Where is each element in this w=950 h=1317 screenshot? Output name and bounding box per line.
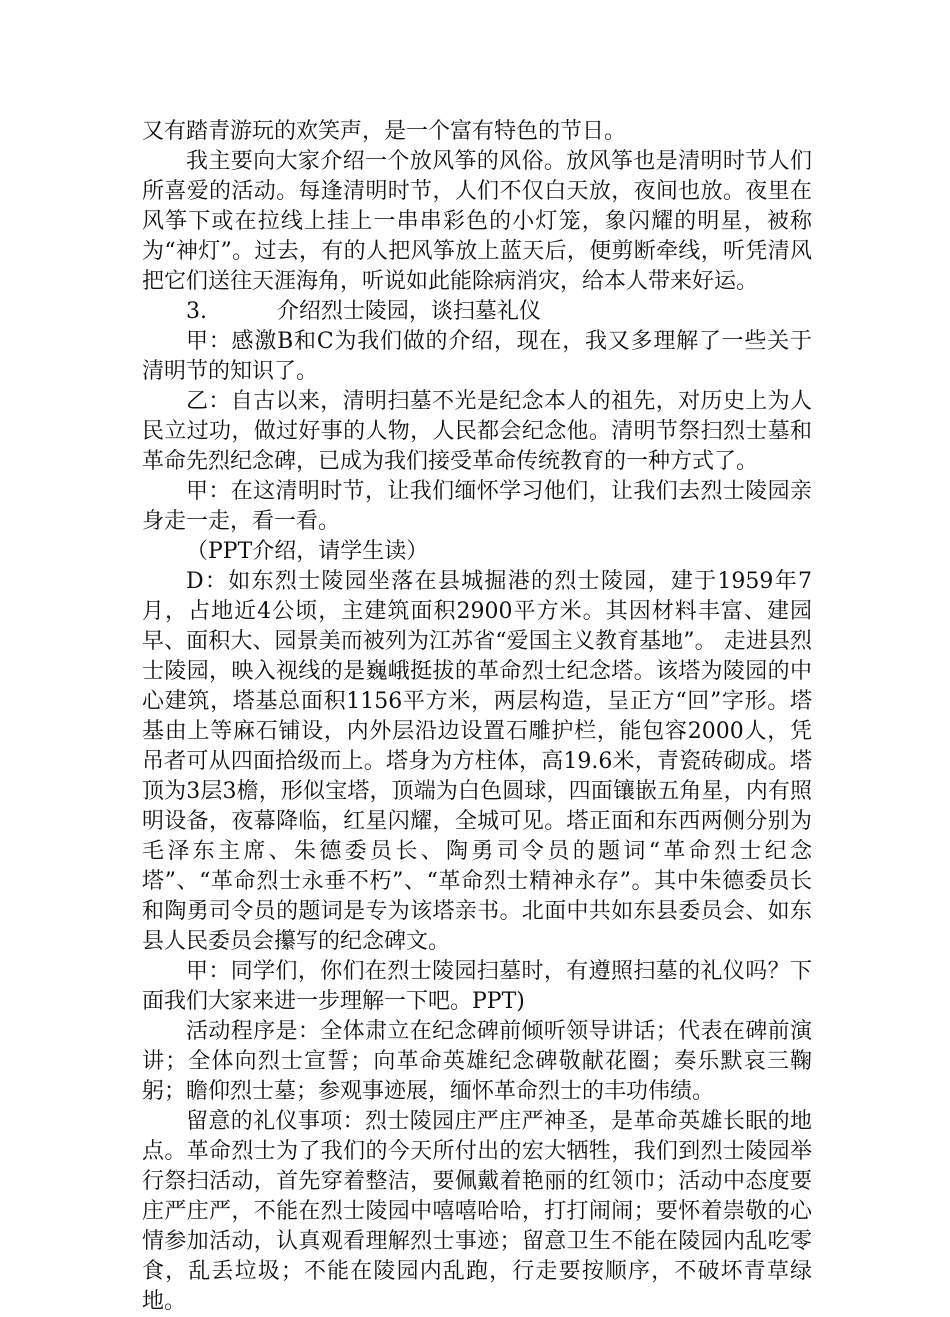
paragraph-festival-ending: 又有踏青游玩的欢笑声，是一个富有特色的节日。 — [142, 119, 627, 144]
paragraph-speaker-jia-thanks: 甲：感激B和C为我们做的介绍，现在，我又多理解了一些关于清明节的知识了。 — [142, 329, 812, 384]
paragraph-speaker-jia-etiquette-question: 甲：同学们，你们在烈士陵园扫墓时，有遵照扫墓的礼仪吗？下面我们大家来进一步理解一下吧。PPT) — [142, 959, 812, 1014]
paragraph-etiquette-notes: 留意的礼仪事项：烈士陵园庄严庄严神圣，是革命英雄长眠的地点。革命烈士为了我们的今天所付出的宏大牺牲，我们到烈士陵园举行祭扫活动，首先穿着整洁，要佩戴着艳丽的红领巾；活动中态度要庄严庄严，不能在烈士陵园中嘻嘻哈哈，打打闹闹；要怀着崇敬的心情参加活动，认真观看理解烈士事迹；留意卫生不能在陵园内乱吃零食，乱丢垃圾；不能在陵园内乱跑，行走要按顺序，不破坏青草绿地。 — [142, 1109, 812, 1314]
paragraph-speaker-jia-visit: 甲：在这清明时节，让我们缅怀学习他们，让我们去烈士陵园亲身走一走，看一看。 — [142, 479, 812, 534]
paragraph-activity-procedure: 活动程序是：全体肃立在纪念碑前倾听领导讲话；代表在碑前演讲；全体向烈士宣誓；向革命英雄纪念碑敬献花圈；奏乐默哀三鞠躬；瞻仰烈士墓；参观事迹展，缅怀革命烈士的丰功伟绩。 — [142, 1019, 812, 1104]
paragraph-kite-custom: 我主要向大家介绍一个放风筝的风俗。放风筝也是清明时节人们所喜爱的活动。每逢清明时节，人们不仅白天放，夜间也放。夜里在风筝下或在拉线上挂上一串串彩色的小灯笼，象闪耀的明星，被称为“神灯”。过去，有的人把风筝放上蓝天后，便剪断牵线，听凭清风把它们送往天涯海角，听说如此能除病消灾，给本人带来好运。 — [142, 149, 812, 294]
document-page — [142, 117, 812, 1317]
section-heading-martyrs-cemetery: 3. 介绍烈士陵园，谈扫墓礼仪 — [186, 299, 541, 324]
paragraph-speaker-d-cemetery-intro: D：如东烈士陵园坐落在县城掘港的烈士陵园，建于1959年7月，占地近4公顷，主建筑面积2900平方米。其因材料丰富、建园早、面积大、园景美而被列为江苏省“爱国主义教育基地”。 走进县烈士陵园，映入视线的是巍峨挺拔的革命烈士纪念塔。该塔为陵园的中心建筑，塔基总面积1156平方米，两层构造，呈正方“回”字形。塔基由上等麻石铺设，内外层沿边设置石雕护栏，能包容2000人，凭吊者可从四面拾级而上。塔身为方柱体，高19.6米，青瓷砖砌成。塔顶为3层3檐，形似宝塔，顶端为白色圆球，四面镶嵌五角星，内有照明设备，夜幕降临，红星闪耀，全城可见。塔正面和东西两侧分别为毛泽东主席、朱德委员长、陶勇司令员的题词“革命烈士纪念塔”、“革命烈士永垂不朽”、“革命烈士精神永存”。其中朱德委员长和陶勇司令员的题词是专为该塔亲书。北面中共如东县委员会、如东县人民委员会攥写的纪念碑文。 — [142, 569, 813, 954]
paragraph-ppt-note: （PPT介绍，请学生读） — [186, 539, 429, 564]
paragraph-speaker-yi-tomb-sweeping: 乙：自古以来，清明扫墓不光是纪念本人的祖先，对历史上为人民立过功，做过好事的人物，人民都会纪念他。清明节祭扫烈士墓和革命先烈纪念碑，已成为我们接受革命传统教育的一种方式了。 — [142, 389, 812, 474]
